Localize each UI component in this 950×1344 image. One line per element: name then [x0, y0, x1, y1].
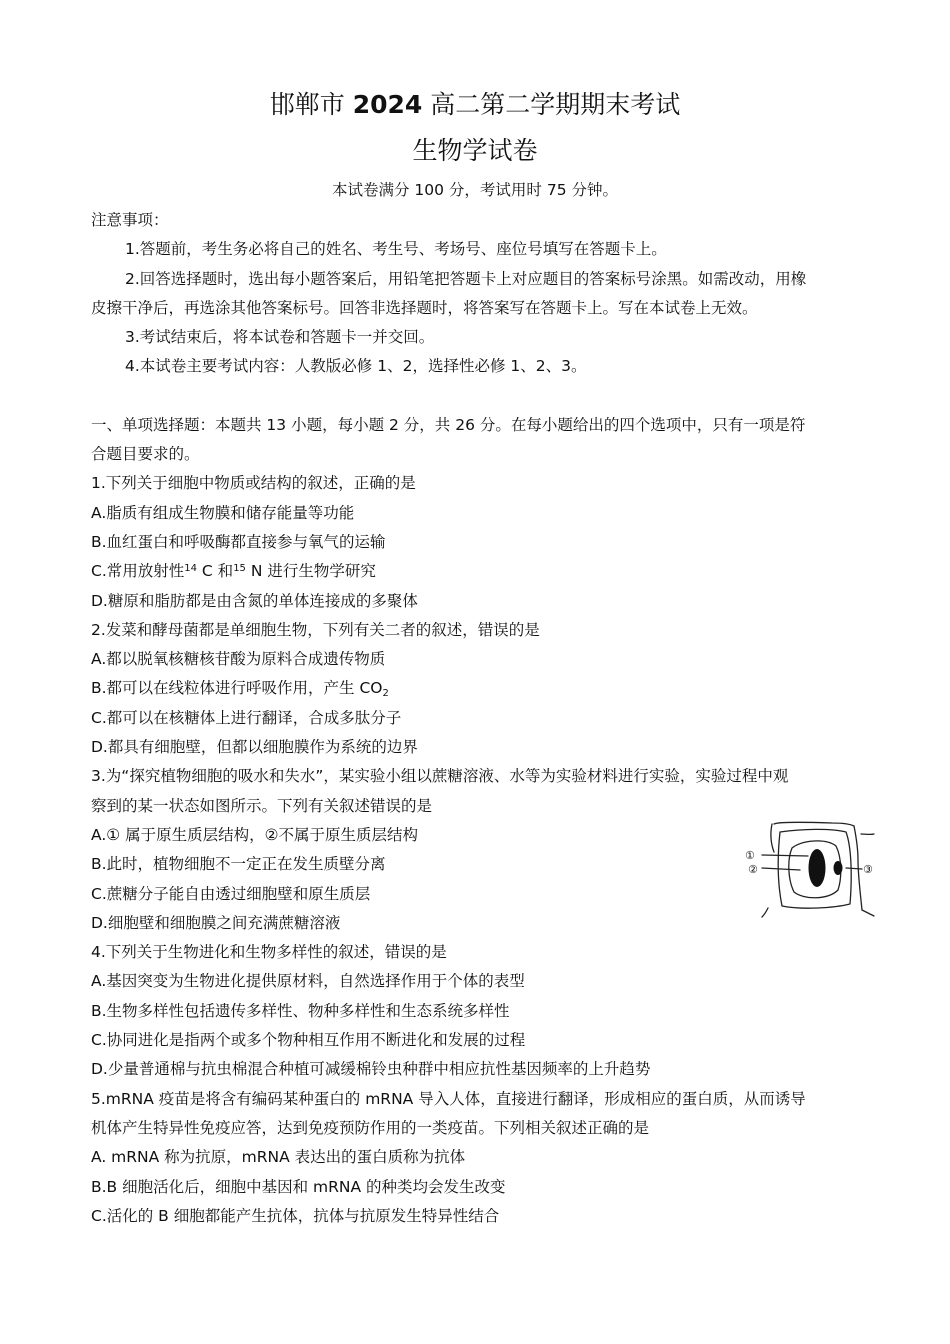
question-option: A.都以脱氧核糖核苷酸为原料合成遗传物质: [91, 650, 386, 669]
question-option: A. mRNA 称为抗原，mRNA 表达出的蛋白质称为抗体: [91, 1148, 466, 1167]
question-option: C.活化的 B 细胞都能产生抗体，抗体与抗原发生特异性结合: [91, 1206, 500, 1225]
question-option: D.糖原和脂肪都是由含氮的单体连接成的多聚体: [91, 591, 418, 610]
question-stem-continued: 察到的某一状态如图所示。下列有关叙述错误的是: [91, 796, 433, 815]
notice-item: 3.考试结束后，将本试卷和答题卡一并交回。: [125, 328, 435, 347]
title-rest: 高二第二学期期末考试: [430, 90, 681, 119]
notice-item-continued: 皮擦干净后，再选涂其他答案标号。回答非选择题时，将答案写在答题卡上。写在本试卷上无效。: [91, 298, 758, 317]
question-option: B.生物多样性包括遗传多样性、物种多样性和生态系统多样性: [91, 1001, 510, 1020]
isotope-superscript: 14: [184, 563, 197, 575]
isotope-superscript: 15: [233, 563, 246, 575]
question-option: C.都可以在核糖体上进行翻译，合成多肽分子: [91, 708, 402, 727]
notice-item: 1.答题前，考生务必将自己的姓名、考生号、考场号、座位号填写在答题卡上。: [125, 240, 667, 259]
option-text: C 和: [197, 562, 234, 581]
question-option: D.少量普通棉与抗虫棉混合种植可减缓棉铃虫种群中相应抗性基因频率的上升趋势: [91, 1060, 651, 1079]
question-option: B.血红蛋白和呼吸酶都直接参与氧气的运输: [91, 532, 386, 551]
question-stem: 2.发菜和酵母菌都是单细胞生物，下列有关二者的叙述，错误的是: [91, 620, 540, 639]
question-option: A.基因突变为生物进化提供原材料，自然选择作用于个体的表型: [91, 972, 525, 991]
spacer: [91, 382, 863, 411]
vacuole-shape: [809, 849, 826, 887]
question-option: B.B 细胞活化后，细胞中基因和 mRNA 的种类均会发生改变: [91, 1177, 506, 1196]
question-option: A.脂质有组成生物膜和储存能量等功能: [91, 503, 355, 522]
question-option: C.协同进化是指两个或多个物种相互作用不断进化和发展的过程: [91, 1031, 526, 1050]
title-year: 2024: [352, 90, 423, 119]
question-option: D.细胞壁和细胞膜之间充满蔗糖溶液: [91, 913, 341, 932]
question-option: B.此时，植物细胞不一定正在发生质壁分离: [91, 855, 386, 874]
title-city: 邯郸市: [269, 90, 345, 119]
section-heading-continued: 合题目要求的。: [91, 445, 200, 464]
figure-label: ②: [748, 863, 758, 876]
option-text: C.常用放射性: [91, 562, 185, 581]
option-text: N 进行生物学研究: [245, 562, 376, 581]
notice-item: 2.回答选择题时，选出每小题答案后，用铅笔把答题卡上对应题目的答案标号涂黑。如需改动，用橡: [125, 269, 807, 288]
plant-cell-figure: [742, 820, 877, 918]
exam-subject-title: 生物学试卷: [412, 136, 538, 165]
question-stem: 5.mRNA 疫苗是将含有编码某种蛋白的 mRNA 导入人体，直接进行翻译，形成相应的蛋白质，从而诱导: [91, 1089, 806, 1108]
subscript: 2: [382, 688, 389, 700]
question-option: D.都具有细胞壁，但都以细胞膜作为系统的边界: [91, 738, 418, 757]
notice-heading: 注意事项：: [91, 211, 169, 229]
nucleus-shape: [834, 861, 843, 875]
exam-title: [0, 88, 950, 122]
exam-content: [91, 206, 863, 1231]
question-stem: 3.为“探究植物细胞的吸水和失水”，某实验小组以蔗糖溶液、水等为实验材料进行实验，实验过程中观: [91, 767, 789, 786]
figure-label: ③: [863, 863, 873, 876]
question-option: C.蔗糖分子能自由透过细胞壁和原生质层: [91, 884, 371, 903]
question-stem: 1.下列关于细胞中物质或结构的叙述，正确的是: [91, 474, 416, 493]
question-option: [91, 674, 863, 703]
option-text: B.都可以在线粒体进行呼吸作用，产生 CO: [91, 679, 383, 698]
exam-info: 本试卷满分 100 分，考试用时 75 分钟。: [331, 181, 619, 199]
question-stem: 4.下列关于生物进化和生物多样性的叙述，错误的是: [91, 943, 447, 962]
question-option: [91, 557, 863, 586]
question-stem-continued: 机体产生特异性免疫应答，达到免疫预防作用的一类疫苗。下列相关叙述正确的是: [91, 1118, 650, 1137]
section-heading: 一、单项选择题：本题共 13 小题，每小题 2 分，共 26 分。在每小题给出的四个选项中，只有一项是符: [91, 415, 806, 434]
figure-label: ①: [745, 849, 755, 862]
question-option: A.① 属于原生质层结构，②不属于原生质层结构: [91, 825, 418, 844]
notice-item: 4.本试卷主要考试内容：人教版必修 1、2，选择性必修 1、2、3。: [125, 357, 587, 376]
